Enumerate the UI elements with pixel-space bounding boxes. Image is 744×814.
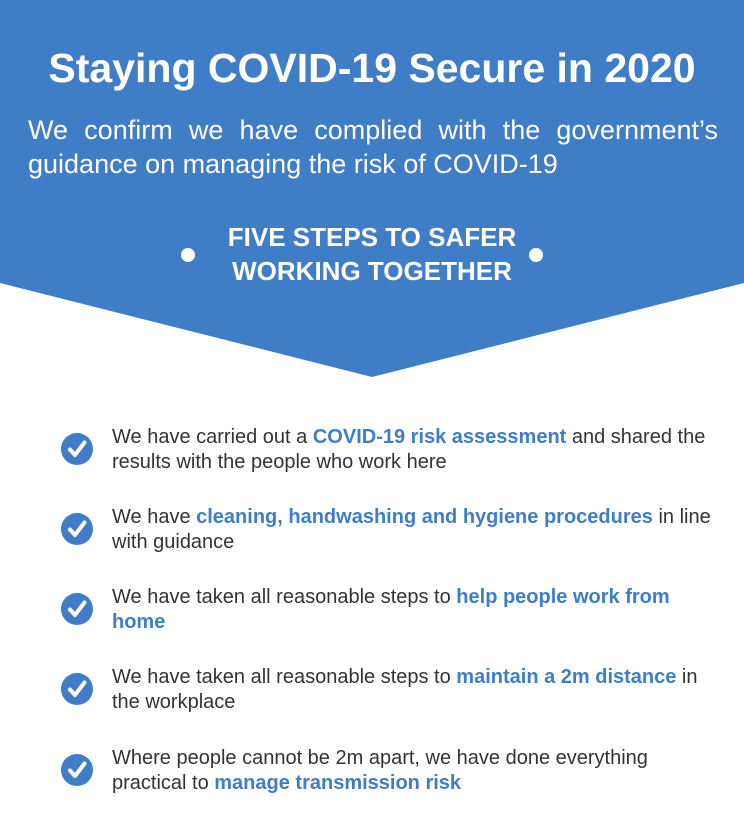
check-circle-icon	[61, 593, 93, 625]
check-circle-icon	[61, 673, 93, 705]
list-item	[0, 665, 744, 725]
list-item-highlight: maintain a 2m distance	[456, 666, 677, 688]
list-item-text: We have cleaning, handwashing and hygiene procedures in line with guidance	[112, 506, 711, 553]
bullet-dot-right	[529, 248, 543, 262]
page-title: Staying COVID-19 Secure in 2020	[48, 45, 696, 91]
list-item-text: We have carried out a COVID-19 risk assessment and shared the results with the people who work here	[112, 426, 706, 473]
list-item	[0, 746, 744, 806]
list-item	[0, 585, 744, 645]
list-item-highlight: COVID-19 risk assessment	[312, 426, 567, 448]
list-item-highlight: help people work from home	[112, 586, 670, 633]
list-item-text: We have taken all reasonable steps to maintain a 2m distance in the workplace	[112, 666, 698, 713]
list-item-highlight: manage transmission risk	[214, 772, 462, 794]
list-item-highlight: cleaning, handwashing and hygiene procedures	[196, 506, 653, 528]
check-circle-icon	[61, 754, 93, 786]
steps-heading	[0, 220, 744, 288]
check-circle-icon	[61, 513, 93, 545]
steps-heading-line1: FIVE STEPS TO SAFER	[227, 222, 517, 252]
page-subtitle: We confirm we have complied with the government’s guidance on managing the risk of COVID-19	[28, 115, 718, 179]
check-circle-icon	[61, 433, 93, 465]
list-item	[0, 425, 744, 485]
list-item-text: We have taken all reasonable steps to help people work from home	[112, 586, 670, 633]
steps-heading-line2: WORKING TOGETHER	[232, 256, 512, 286]
list-item-text: Where people cannot be 2m apart, we have done everything practical to manage transmission risk	[112, 747, 648, 794]
list-item	[0, 505, 744, 565]
